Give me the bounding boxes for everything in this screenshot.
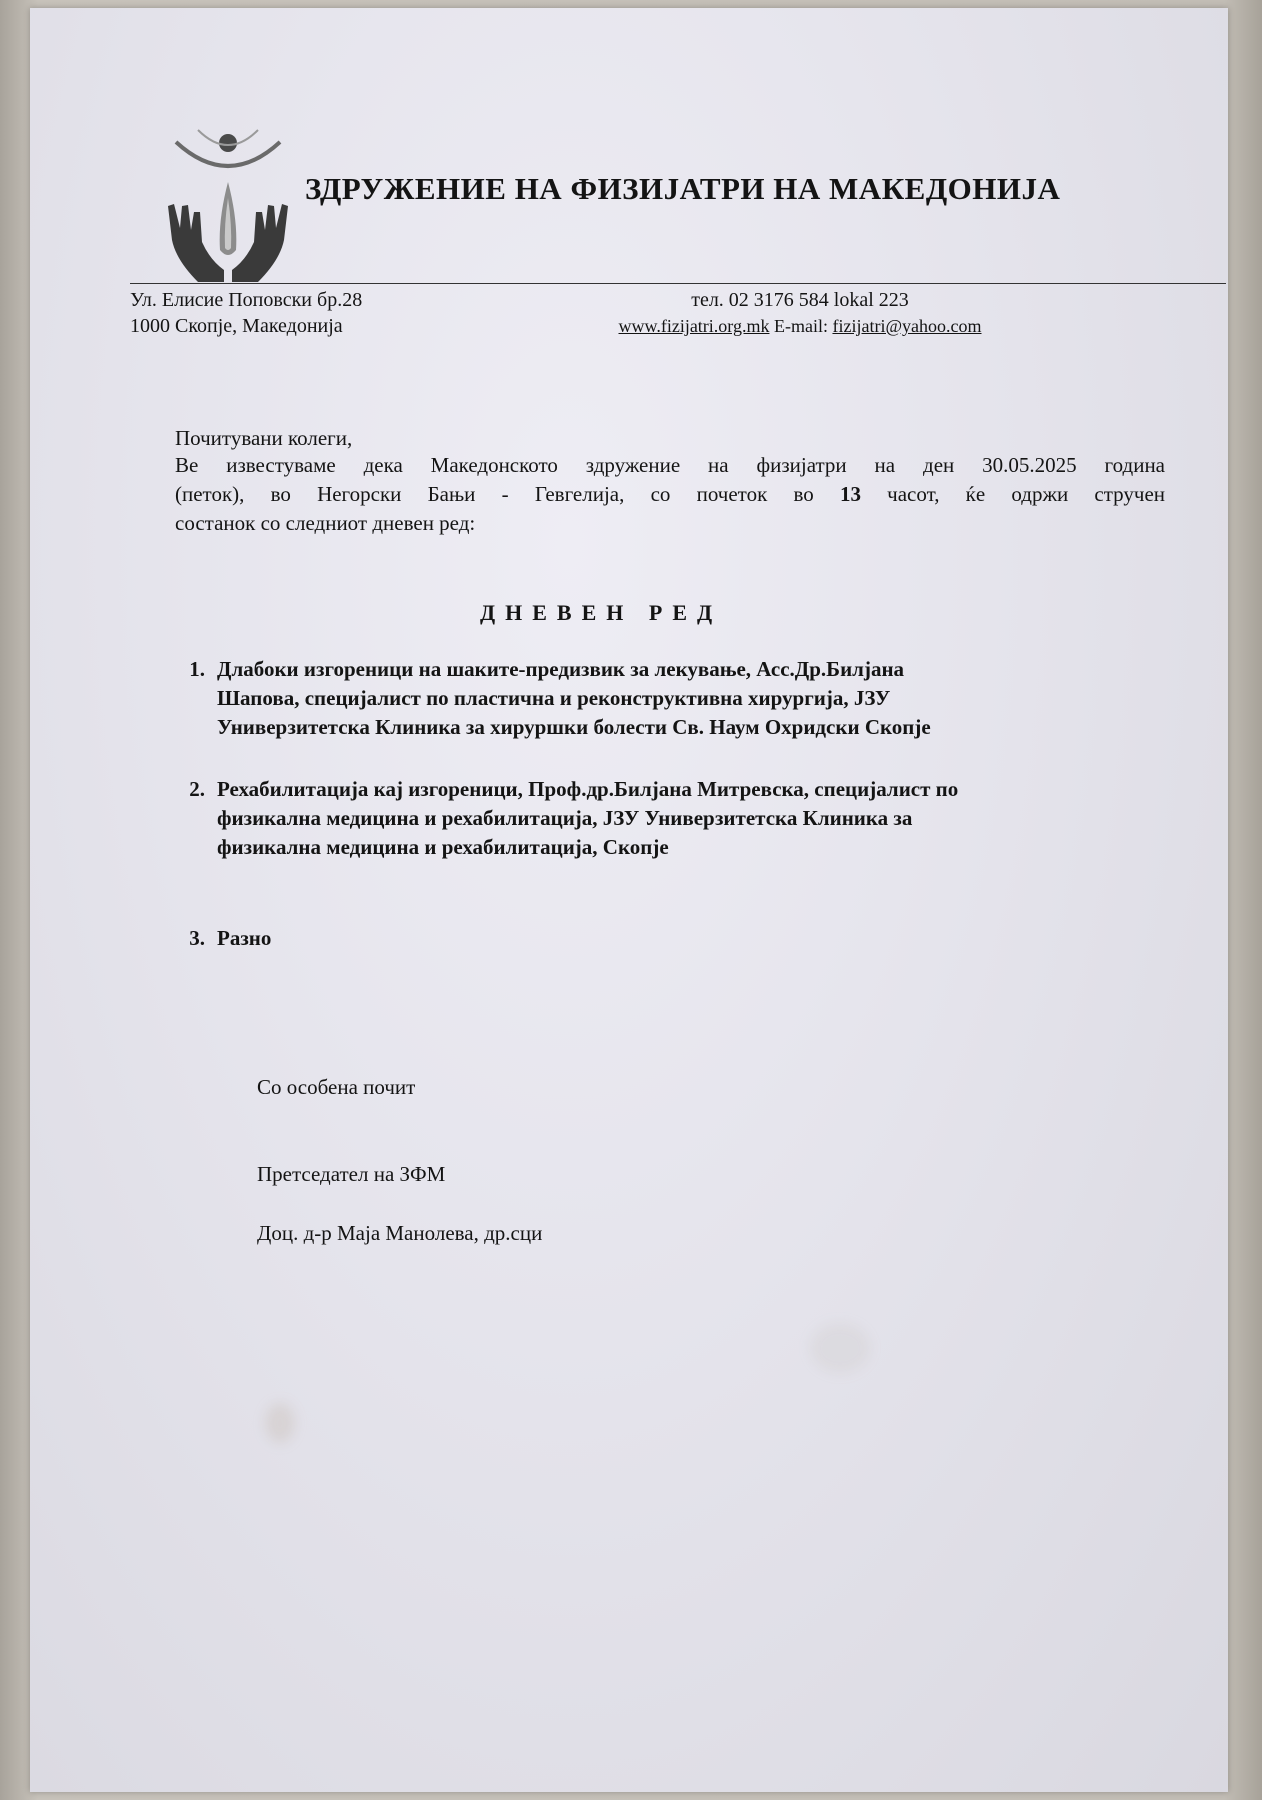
phone-number: тел. 02 3176 584 lokal 223 bbox=[691, 289, 909, 311]
association-logo-icon bbox=[158, 120, 298, 290]
agenda-item-number: 3. bbox=[189, 926, 205, 950]
intro-line-text: часот, ќе одржи стручен bbox=[887, 482, 1166, 506]
address-block bbox=[130, 287, 362, 339]
closing-regards: Со особена почит bbox=[257, 1075, 416, 1099]
address-street: Ул. Елисие Поповски бр.28 bbox=[130, 289, 363, 311]
intro-line: Ве известуваме дека Македонското здружение на физијатри на ден 30.05.2025 година bbox=[175, 453, 1165, 477]
intro-hour: 13 bbox=[839, 482, 861, 506]
agenda-item-line: физикална медицина и рехабилитација, ЈЗУ Универзитетска Клиника за bbox=[217, 806, 913, 830]
greeting: Почитувани колеги, bbox=[175, 426, 353, 450]
email-link[interactable]: fizijatri@yahoo.com bbox=[832, 316, 982, 336]
agenda-item-line: Рехабилитација кај изгореници, Проф.др.Билјана Митревска, специјалист по bbox=[217, 777, 959, 801]
address-city: 1000 Скопје, Македонија bbox=[130, 315, 343, 337]
intro-line: состанок со следниот дневен ред: bbox=[175, 511, 476, 535]
web-email-line bbox=[600, 313, 1000, 339]
signatory-name: Доц. д-р Маја Манолева, др.сци bbox=[257, 1221, 543, 1245]
agenda-item-text bbox=[217, 924, 271, 953]
header-divider bbox=[130, 283, 1226, 284]
agenda-item-line: физикална медицина и рехабилитација, Скопје bbox=[217, 835, 669, 859]
agenda-item-line: Длабоки изгореници на шаките-предизвик за лекување, Асс.Др.Билјана bbox=[217, 657, 905, 681]
agenda-item-line: Шапова, специјалист по пластична и реконструктивна хирургија, ЈЗУ bbox=[217, 686, 891, 710]
paper-stain bbox=[810, 1323, 870, 1373]
email-label: E-mail: bbox=[773, 316, 828, 336]
agenda-item-line: Разно bbox=[217, 926, 272, 950]
intro-line-text: (петок), во Негорски Бањи - Гевгелија, со почеток во bbox=[175, 482, 814, 506]
intro-paragraph bbox=[175, 451, 1165, 538]
agenda-item-line: Универзитетска Клиника за хируршки болести Св. Наум Охридски Скопје bbox=[217, 715, 931, 739]
signatory-position: Претседател на ЗФМ bbox=[257, 1162, 446, 1186]
paper-stain bbox=[265, 1403, 295, 1443]
agenda-title: ДНЕВЕН РЕД bbox=[480, 600, 723, 625]
agenda-item-number: 2. bbox=[189, 777, 205, 801]
agenda-item-number: 1. bbox=[189, 657, 205, 681]
organization-title: ЗДРУЖЕНИЕ НА ФИЗИЈАТРИ НА МАКЕДОНИЈА bbox=[305, 171, 1061, 206]
intro-line bbox=[175, 480, 1165, 509]
letter-page bbox=[30, 8, 1228, 1792]
agenda-item-text bbox=[217, 655, 931, 742]
website-link[interactable]: www.fizijatri.org.mk bbox=[618, 316, 770, 336]
agenda-item-text bbox=[217, 775, 958, 862]
contact-block bbox=[600, 287, 1000, 339]
